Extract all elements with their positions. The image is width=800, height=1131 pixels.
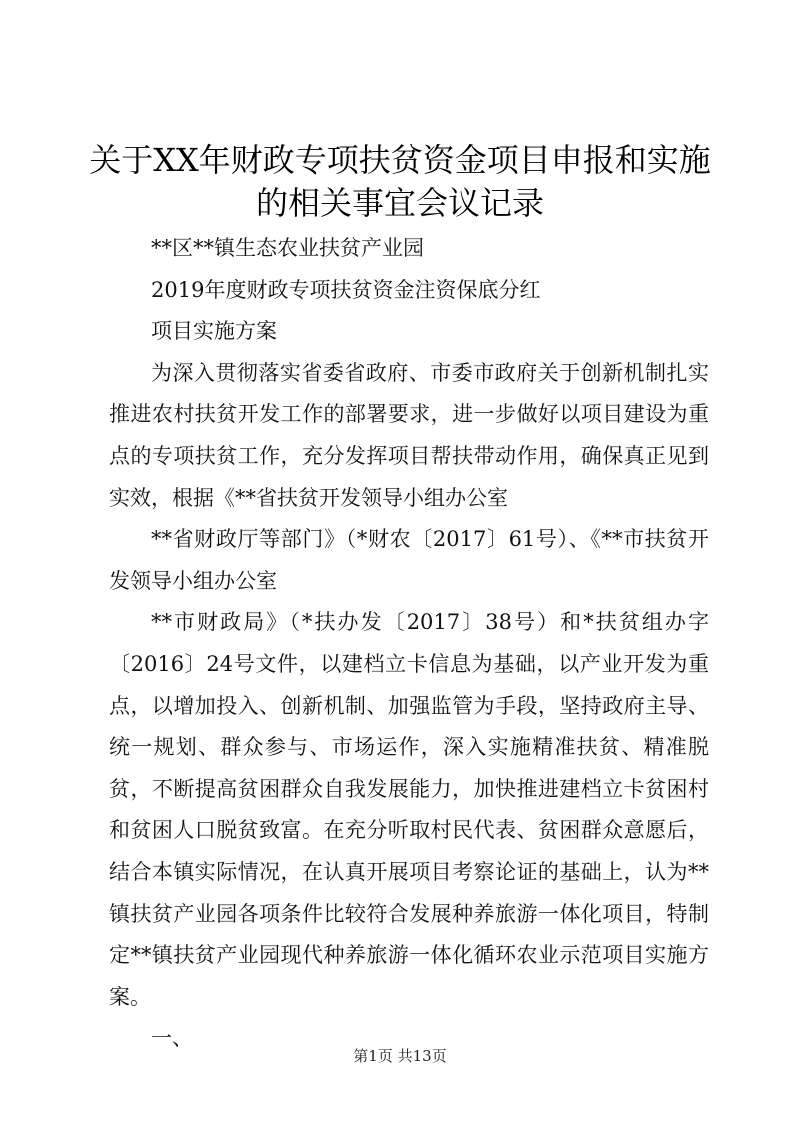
document-body (109, 228, 709, 1060)
paragraph-finance-dept: **省财政厅等部门》（*财农〔2017〕61号）、《**市扶贫开发领导小组办公室 (109, 527, 709, 593)
document-title-line-1: 关于XX年财政专项扶贫资金项目申报和实施 (89, 141, 711, 179)
paragraph-main-body: **市财政局》（*扶办发〔2017〕38号）和*扶贫组办字〔2016〕24号文件，以建档立卡信息为基础，以产业开发为重点，以增加投入、创新机制、加强监管为手段，坚持政府主导、统一规划、群众参与、市场运作，深入实施精准扶贫、精准脱贫，不断提高贫困群众自我发展能力，加快推进建档立卡贫困村和贫困人口脱贫致富。在充分听取村民代表、贫困群众意愿后，结合本镇实际情况，在认真开展项目考察论证的基础上，认为**镇扶贫产业园各项条件比较符合发展种养旅游一体化项目，特制定**镇扶贫产业园现代种养旅游一体化循环农业示范项目实施方案。 (109, 610, 709, 1009)
paragraph-section-one: 一、 (151, 1026, 193, 1051)
paragraph-intro: 为深入贯彻落实省委省政府、市委市政府关于创新机制扎实推进农村扶贫开发工作的部署要求，进一步做好以项目建设为重点的专项扶贫工作，充分发挥项目帮扶带动作用，确保真正见到实效，根据《**省扶贫开发领导小组办公室 (109, 360, 709, 510)
paragraph-park-name: **区**镇生态农业扶贫产业园 (151, 236, 424, 260)
document-title-line-2: 的相关事宜会议记录 (255, 184, 544, 222)
paragraph-fund-subtitle: 2019年度财政专项扶贫资金注资保底分红 (151, 277, 541, 302)
paragraph-plan-heading: 项目实施方案 (151, 319, 277, 344)
page-number-footer: 第1页 共13页 (353, 1047, 447, 1065)
